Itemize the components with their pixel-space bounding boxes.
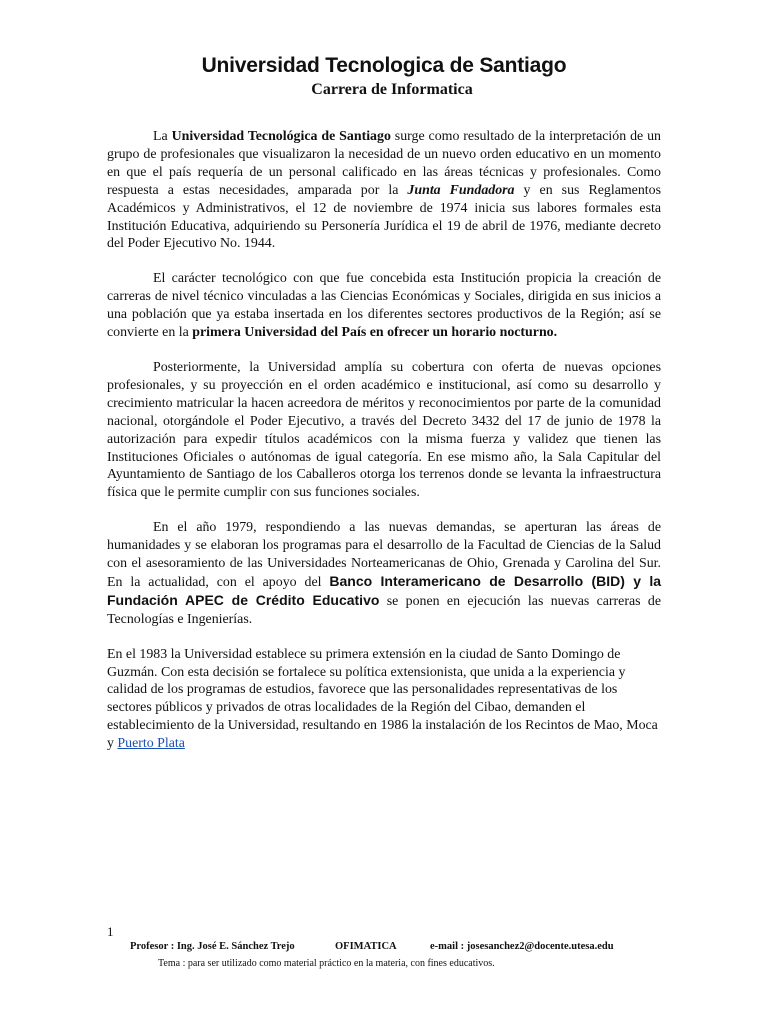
university-name-bold: Universidad Tecnológica de Santiago — [171, 129, 391, 144]
paragraph-1979 — [107, 519, 661, 628]
footer-email: e-mail : josesanchez2@docente.utesa.edu — [430, 941, 614, 952]
paragraph-founding — [107, 128, 661, 253]
junta-fundadora-emphasis: Junta Fundadora — [407, 182, 515, 198]
paragraph-text: surge como resultado de la interpretación de un grupo de profesionales que visualizaron la necesidad de un nuevo orden educativo en un momento en que el país requería de un personal calificado en las áreas técnicas y profesionales. Como respuesta a estas necesidades, amparada por la — [107, 129, 661, 198]
footer-professor: Profesor : Ing. José E. Sánchez Trejo — [130, 941, 295, 952]
paragraph-text: La — [153, 129, 172, 144]
paragraph-text: En el año 1979, respondiendo a las nuevas demandas, se aperturan las áreas de humanidades y se elaboran los programas para el desarrollo de la Facultad de Ciencias de la Salud con el asesoramiento de las Universidades Norteamericanas de Ohio, Grenada y Carolina del Sur. En la actualidad, con el apoyo del — [107, 520, 661, 590]
night-schedule-emphasis: primera Universidad del País en ofrecer un horario nocturno. — [192, 325, 558, 341]
page-number: 1 — [107, 924, 114, 939]
document-subtitle: Carrera de Informatica — [311, 81, 473, 98]
footer-note: Tema : para ser utilizado como material práctico en la materia, con fines educativos. — [158, 958, 495, 969]
paragraph-text: En el 1983 la Universidad establece su primera extensión en la ciudad de Santo Domingo de Guzmán. Con esta decisión se fortalece su política extensionista, que unida a la experiencia y calidad de los programas de estudios, favorece que las personalidades representativas de los sectores públicos y privados de otras localidades de la Región del Cibao, demanden el establecimiento de la Universidad, resultando en 1986 la instalación de los Recintos de Mao, Moca y — [107, 646, 658, 752]
puerto-plata-link[interactable]: Puerto Plata — [117, 736, 185, 752]
paragraph-text: El carácter tecnológico con que fue concebida esta Institución propicia la creación de carreras de nivel técnico vinculadas a las Ciencias Económicas y Sociales, dirigida en sus inicios a una población que ya estaba insertada en los diferentes sectores productivos de la Región; así se convierte en la — [107, 271, 661, 341]
paragraph-text: se ponen en ejecución las nuevas carreras de Tecnologías e Ingenierías. — [107, 593, 661, 627]
paragraph-expansion — [107, 359, 661, 502]
document-body — [107, 128, 661, 770]
paragraph-technological-character — [107, 270, 661, 342]
paragraph-text: Posteriormente, la Universidad amplía su cobertura con oferta de nuevas opciones profesionales, y su proyección en el orden académico e institucional, así como su desarrollo y crecimiento matricular la hacen acreedora de méritos y reconocimientos por parte de la comunidad nacional, otorgándole el Poder Ejecutivo, a través del Decreto 3432 del 17 de junio de 1978 la autorización para expedir títulos académicos con la misma fuerza y validez que tienen las Instituciones Oficiales o autónomas de igual categoría. En ese mismo año, la Sala Capitular del Ayuntamiento de Santiago de los Caballeros otorga los terrenos donde se levanta la infraestructura física que le permite cumplir con sus funciones sociales. — [107, 359, 661, 501]
footer-course: OFIMATICA — [335, 941, 397, 952]
bid-apec-emphasis: Banco Interamericano de Desarrollo (BID) y la Fundación APEC de Crédito Educativo — [107, 572, 662, 608]
paragraph-text: y en sus Reglamentos Académicos y Administrativos, el 12 de noviembre de 1974 inicia sus labores formales esta Institución Educativa, adquiriendo su Personería Jurídica el 19 de abril de 1976, mediante decreto del Poder Ejecutivo No. 1944. — [107, 182, 661, 252]
document-title: Universidad Tecnologica de Santiago — [201, 54, 567, 77]
paragraph-1983-extension — [107, 646, 661, 753]
footer-credits — [130, 941, 650, 952]
